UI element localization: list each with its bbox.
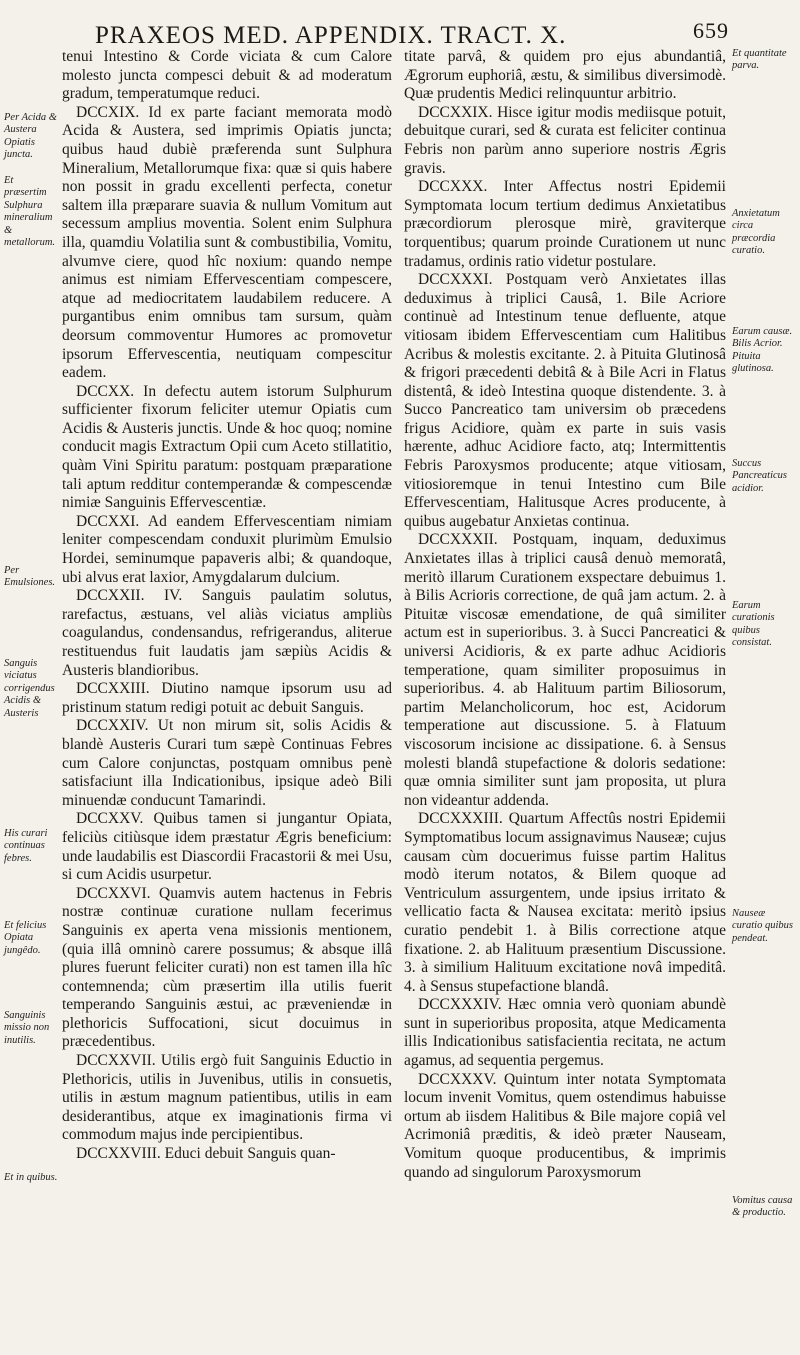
- margin-note: Et felicius Opiata jungêdo.: [4, 920, 47, 956]
- margin-note: Per Acida & Austera Opiatis juncta.: [4, 112, 57, 161]
- paragraph: DCCXXXI. Postquam verò Anxietates illas deduximus à triplici Causâ, 1. Bile Acriore continuè ad Intestinum tenue defluente, atque vitiosam ibidem Effervescentiam cum Halitibus Acribus & molestis excitante. 2. à Pituita Glutinosâ & frigori præcedenti debitâ & à Bile Acri in Flatus distentâ, & ideò Intestina quoque distendente. 3. à Succo Pancreatico tam universim ob præcedens frigus Acidiore, quàm ex parte in suis vasis hærente, adhuc Acidiore facto, atq; Intermittentis Febris Paroxysmos producente; atque vitiosam, vitiosioremque in tenui Intestino cum Bile Effervescentiam, Halitusque Acres producente, à quibus augebatur Anxietas continua.: [404, 271, 726, 530]
- paragraph: DCCXXVI. Quamvis autem hactenus in Febris nostræ continuæ curatione nullam fecerimus Sanguinis ex aperta vena missionis mentionem, (quia illâ omninò carere possumus; & absque illâ plures fuerunt feliciter curati) non est tamen illa hîc contemnenda; cùm præsertim illa utilis fuerit temperando Sanguinis æstui, ac præveniendæ in plethoricis Suffocationi, sicut docuimus in præcedentibus.: [62, 884, 392, 1051]
- running-title: PRAXEOS MED. APPENDIX. TRACT. X.: [95, 22, 567, 49]
- paragraph: DCCXXII. IV. Sanguis paulatim solutus, rarefactus, æstuans, vel aliàs viciatus ampliùs coagulandus, condensandus, refrigerandus, aliterue restituendus fuit laudatis jam sæpiùs Acidis & Austeris blandioribus.: [62, 587, 392, 679]
- margin-note: Per Emulsiones.: [4, 565, 56, 589]
- paragraph: DCCXXV. Quibus tamen si jungantur Opiata, feliciùs citiùsque idem præstatur Ægris beneficium: unde laudabilis est Diascordii Fracastorii & mei Usu, si cum Acidis usurpetur.: [62, 810, 392, 884]
- paragraph: DCCXXIII. Diutino namque ipsorum usu ad pristinum statum redigi potuit ac debuit Sanguis.: [62, 680, 392, 716]
- margin-note: Et præsertim Sulphura mineralium & metallorum.: [4, 175, 56, 249]
- margin-note: Earum curationis quibus consistat.: [732, 600, 775, 649]
- paragraph: DCCXXXII. Postquam, inquam, deduximus Anxietates illas à triplici causâ denuò memoratâ, meritò illarum Curationem exspectare debuimus 1. à Bilis Acrioris correctione, de quâ jam actum. 2. à Pituitæ viscosæ emendatione, de quâ similiter actum est in superioribus. 3. à Succi Pancreatici & universi Acidioris, & ex parte adhuc Acidioris temperatione, quam similiter proposuimus in superioribus. 4. ab Halituum partim Biliosorum, partim Melancholicorum, hoc est, Acidorum temperatione aut discussione. 5. à Flatuum viscosorum incisione ac dissipatione. 6. à Sensus molesti blandâ stupefactione & doloris sedatione: quæ omnia similiter sunt jam proposita, ut plura non videantur addenda.: [404, 531, 726, 809]
- paragraph: DCCXXVII. Utilis ergò fuit Sanguinis Eductio in Plethoricis, utilis in Juvenibus, utilis in consuetis, utilis in æstum magnum patientibus, utilis in eam desiderantibus, atque ex imaginationis firma vi commodum majus inde percipientibus.: [62, 1052, 392, 1144]
- margin-note: His curari continuas febres.: [4, 828, 48, 864]
- paragraph: DCCXXIX. Hisce igitur modis mediisque potuit, debuitque curari, sed & curata est feliciter continua Febris non parùm anno superiore nostris Ægris gravis.: [404, 103, 726, 177]
- margin-note: Et quantitate parva.: [732, 48, 787, 72]
- margin-note: Nauseæ curatio quibus pendeat.: [732, 908, 793, 944]
- paragraph: DCCXXIV. Ut non mirum sit, solis Acidis & blandè Austeris Curari tum sæpè Continuas Febres cum Calore conjunctas, postquam omnibus penè satisfaciunt illa Indicationibus, ipsique adeò Bili minuendæ conducunt Tamarindi.: [62, 717, 392, 809]
- right-column: [404, 48, 726, 1182]
- paragraph: DCCXXVIII. Educi debuit Sanguis quan-: [76, 1145, 336, 1163]
- margin-note: Sanguis viciatus corrigendus Acidis & Austeris: [4, 658, 55, 719]
- paragraph: titate parvâ, & quidem pro ejus abundantiâ, Ægrorum euphoriâ, æstu, & similibus diversimodè. Quæ prudentis Medici relinquuntur arbitrio.: [404, 48, 726, 103]
- paragraph: DCCXXI. Ad eandem Effervescentiam nimiam leniter compescendam conduxit plurimùm Emulsio Hordei, seminumque papaveris albi; & quandoque, ubi alvus erat laxior, Amygdalarum dulcium.: [62, 512, 392, 586]
- margin-note: Et in quibus.: [4, 1172, 58, 1183]
- paragraph: DCCXX. In defectu autem istorum Sulphurum sufficienter fixorum feliciter utemur Opiatis cum Acidis & Austeris junctis. Unde & hoc quoq; nomine conducit magis Extractum Opii cum Aceto stillatitio, quàm Vini Spiritu paratum: postquam præparatione tali aptum redditur contemperandæ & compescendæ nimiæ Sanguinis Effervescentiæ.: [62, 382, 392, 512]
- margin-note: Sanguinis missio non inutilis.: [4, 1010, 50, 1046]
- left-column: [62, 48, 392, 1164]
- paragraph: DCCXXXIII. Quartum Affectûs nostri Epidemii Symptomatibus locum assignavimus Nauseæ; cujus causam cùm docuerimus fuisse partim Halitus modò iterum notatos, & Bilem quoque ad Ventriculum assurgentem, unde ipsius irritato & vellicatio facta & Nausea excitata: meritò ipsius curatio pendebit 1. à Bilis correctione atque fixatione. 2. ab Halituum præsentium Discussione. 3. à similium Halituum excitatione novâ impeditâ. 4. à Sensus stupefactione blandâ.: [404, 810, 726, 995]
- paragraph: DCCXXXV. Quintum inter notata Symptomata locum invenit Vomitus, quem ostendimus habuisse ortum ab iisdem Halitibus & Bile majore copiâ vel Acrimoniâ præditis, & ideò præter Nauseam, Vomitum quoque producentibus, & imprimis quando ad singulorum Paroxysmorum: [404, 1070, 726, 1181]
- margin-note: Earum causæ. Bilis Acrior. Pituita glutinosa.: [732, 326, 793, 375]
- paragraph: DCCXXX. Inter Affectus nostri Epidemii Symptomata locum tertium dedimus Anxietatibus præcordiorum plerosque mirè, graviterque torquentibus; quarum proinde Curationem ut nunc tradamus, ordinis ratio videtur postulare.: [404, 178, 726, 270]
- margin-note: Anxietatum circa præcordia curatio.: [732, 208, 780, 257]
- margin-note: Succus Pancreaticus acidior.: [732, 458, 788, 494]
- paragraph: DCCXIX. Id ex parte faciant memorata modò Acida & Austera, sed imprimis Opiatis juncta; quibus haud dubiè præferenda sunt Sulphura Mineralium, Metallorumque fixa: quæ si quis habere non possit in gradu excellenti perfecta, conetur saltem illa præparare suavia & nullum Vomitum aut secessum amplius moventia. Solent enim Sulphura illa, quamdiu Volatilia sunt & combustibilia, Vomitu, alvumve ciere, quod hîc noxium: quando nempe animus est nimiam Effervescentiam compescere, atque ad mediocritatem laudabilem reducere. A purgantibus enim omnibus tam sursum, quàm deorsum commoventur Humores ac promovetur ipsorum Effervescentia, neutiquam compescitur eadem.: [62, 103, 392, 382]
- page-number: 659: [693, 18, 729, 43]
- paragraph: tenui Intestino & Corde viciata & cum Calore molesto juncta compesci debuit & ad moderatum gradum, temperatumque reduci.: [62, 48, 392, 103]
- paragraph: DCCXXXIV. Hæc omnia verò quoniam abundè sunt in superioribus proposita, atque Medicamenta illis Indicationibus satisfacientia recitata, ne actum agamus, ad sequentia pergemus.: [404, 996, 726, 1070]
- margin-note: Vomitus causa & productio.: [732, 1195, 793, 1219]
